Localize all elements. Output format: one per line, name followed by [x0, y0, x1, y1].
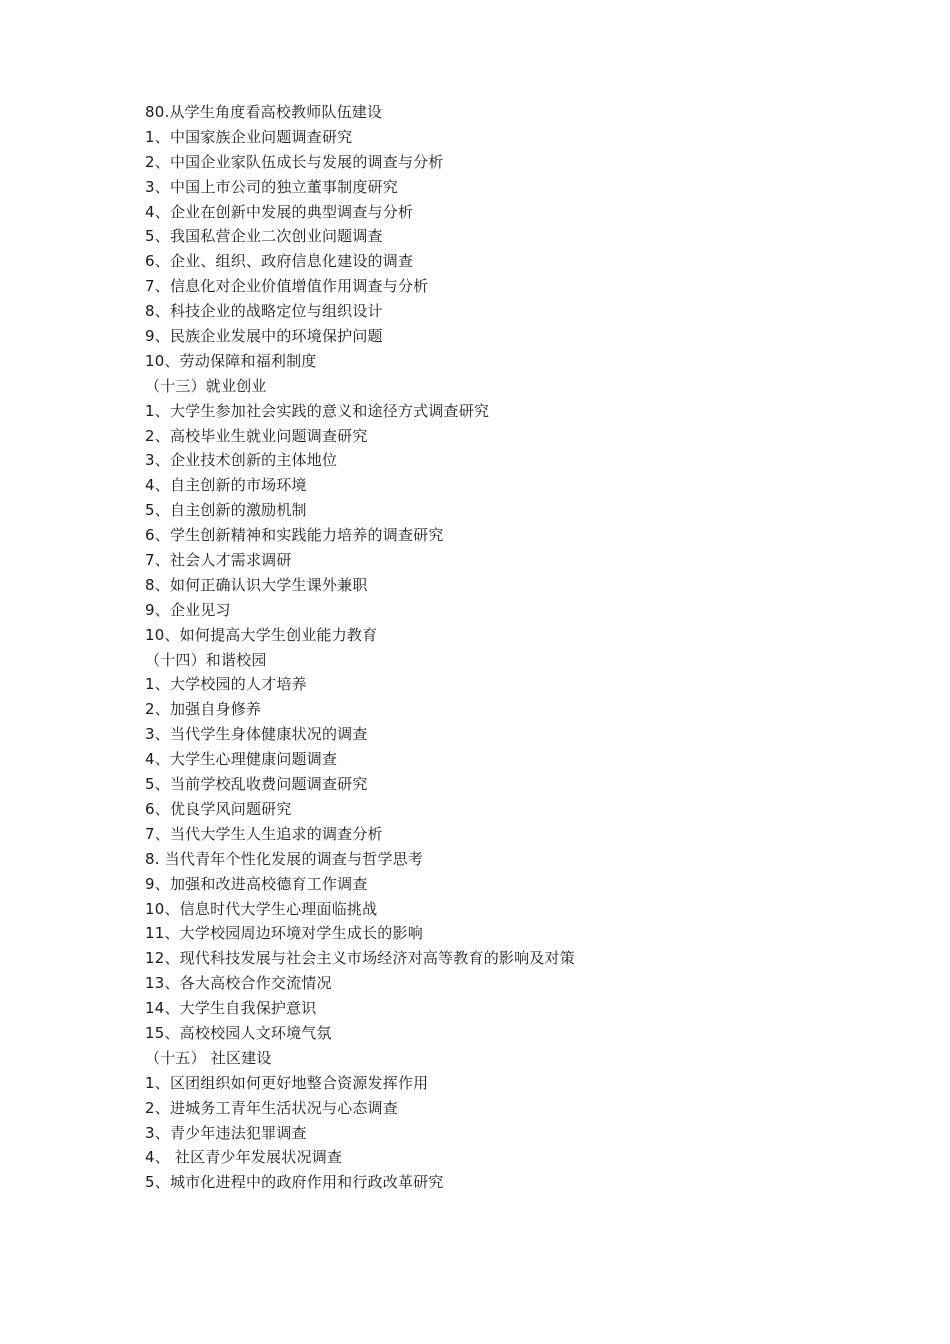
list-item: 10、如何提高大学生创业能力教育: [145, 625, 378, 644]
document-text: [145, 100, 845, 1195]
list-item: 10、信息时代大学生心理面临挑战: [145, 899, 378, 918]
list-item: 10、劳动保障和福利制度: [145, 351, 317, 370]
section-heading: （十四）和谐校园: [145, 650, 267, 669]
list-item: 12、现代科技发展与社会主义市场经济对高等教育的影响及对策: [145, 949, 575, 968]
list-item: 8、如何正确认识大学生课外兼职: [145, 575, 368, 594]
list-item: 9、加强和改进高校德育工作调查: [145, 874, 368, 893]
list-item: 13、各大高校合作交流情况: [145, 974, 332, 993]
list-item: 8. 当代青年个性化发展的调查与哲学思考: [145, 849, 424, 868]
list-item: 1、区团组织如何更好地整合资源发挥作用: [145, 1073, 429, 1092]
list-item: 80.从学生角度看高校教师队伍建设: [145, 103, 383, 121]
list-item: 2、高校毕业生就业问题调查研究: [145, 426, 368, 445]
list-item: 6、学生创新精神和实践能力培养的调查研究: [145, 526, 444, 545]
list-item: 4、企业在创新中发展的典型调查与分析: [145, 202, 414, 221]
list-item: 4、 社区青少年发展状况调查: [145, 1148, 343, 1167]
list-item: 9、企业见习: [145, 600, 231, 619]
list-item: 1、中国家族企业问题调查研究: [145, 127, 353, 146]
list-item: 11、大学校园周边环境对学生成长的影响: [145, 924, 423, 943]
list-item: 4、自主创新的市场环境: [145, 476, 307, 495]
list-item: 5、当前学校乱收费问题调查研究: [145, 775, 368, 794]
list-item: 2、进城务工青年生活状况与心态调查: [145, 1098, 398, 1117]
list-item: 2、加强自身修养: [145, 700, 262, 719]
list-item: 5、城市化进程中的政府作用和行政改革研究: [145, 1173, 444, 1192]
list-item: 3、青少年违法犯罪调查: [145, 1123, 307, 1142]
section-heading: （十五） 社区建设: [145, 1048, 272, 1067]
list-item: 7、当代大学生人生追求的调查分析: [145, 824, 383, 843]
list-item: 7、信息化对企业价值增值作用调查与分析: [145, 277, 429, 296]
list-item: 2、中国企业家队伍成长与发展的调查与分析: [145, 152, 444, 171]
list-item: 1、大学校园的人才培养: [145, 675, 307, 694]
list-item: 1、大学生参加社会实践的意义和途径方式调查研究: [145, 401, 490, 420]
list-item: 8、科技企业的战略定位与组织设计: [145, 302, 383, 321]
list-item: 3、当代学生身体健康状况的调查: [145, 725, 368, 744]
list-item: 4、大学生心理健康问题调查: [145, 750, 338, 769]
list-item: 3、中国上市公司的独立董事制度研究: [145, 177, 398, 196]
list-item: 5、自主创新的激励机制: [145, 501, 307, 520]
list-item: 3、企业技术创新的主体地位: [145, 451, 338, 470]
list-item: 6、企业、组织、政府信息化建设的调查: [145, 252, 414, 271]
section-heading: （十三）就业创业: [145, 376, 267, 395]
list-item: 14、大学生自我保护意识: [145, 999, 317, 1018]
list-item: 6、优良学风问题研究: [145, 799, 292, 818]
list-item: 7、社会人才需求调研: [145, 551, 292, 570]
list-item: 9、民族企业发展中的环境保护问题: [145, 327, 383, 346]
list-item: 5、我国私营企业二次创业问题调查: [145, 227, 383, 246]
list-item: 15、高校校园人文环境气氛: [145, 1023, 332, 1042]
